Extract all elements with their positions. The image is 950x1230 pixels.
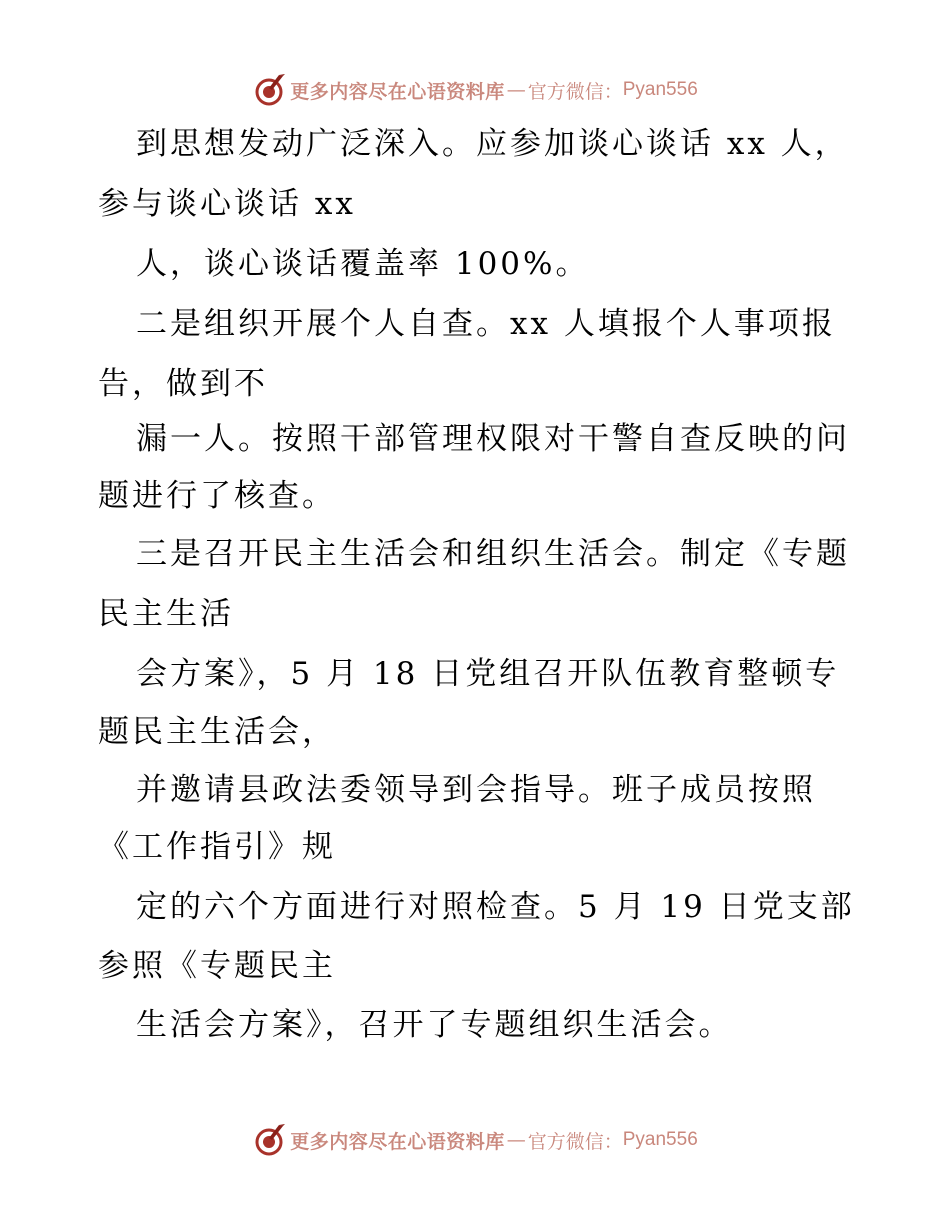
body-line: 告，做到不: [98, 366, 268, 402]
body-line: 《工作指引》规: [98, 829, 336, 865]
watermark-brand-text: 更多内容尽在心语资料库: [290, 80, 505, 103]
body-line: 人，谈心谈话覆盖率 100%。: [136, 246, 590, 282]
body-line: 题进行了核查。: [98, 478, 336, 514]
body-line: 三是召开民主生活会和组织生活会。制定《专题: [136, 536, 850, 572]
watermark-dash: —: [506, 79, 526, 101]
watermark-official-label: 官方微信：: [527, 1130, 623, 1153]
body-line: 会方案》，5 月 18 日党组召开队伍教育整顿专: [136, 656, 840, 692]
watermark-official-label: 官方微信：: [527, 80, 623, 103]
watermark-dash: —: [506, 1129, 526, 1151]
body-line: 二是组织开展个人自查。xx 人填报个人事项报: [136, 306, 836, 342]
body-line: 漏一人。按照干部管理权限对干警自查反映的问: [136, 421, 850, 457]
watermark-brand-text: 更多内容尽在心语资料库: [290, 1130, 505, 1153]
body-line: 并邀请县政法委领导到会指导。班子成员按照: [136, 772, 816, 808]
body-line: 题民主生活会，: [98, 714, 336, 750]
header-watermark: [0, 70, 950, 110]
watermark-wechat-id: Pyan556: [622, 79, 698, 100]
body-line: 定的六个方面进行对照检查。5 月 19 日党支部: [136, 889, 855, 925]
body-line: 生活会方案》，召开了专题组织生活会。: [136, 1007, 733, 1043]
body-line: 到思想发动广泛深入。应参加谈心谈话 xx 人，: [136, 126, 849, 162]
watermark-wechat-id: Pyan556: [622, 1129, 698, 1150]
feather-pen-circle-icon: [252, 1123, 286, 1157]
feather-pen-circle-icon: [252, 73, 286, 107]
body-line: 参与谈心谈话 xx: [98, 186, 356, 222]
body-line: 参照《专题民主: [98, 948, 336, 984]
body-line: 民主生活: [98, 596, 234, 632]
footer-watermark: [0, 1120, 950, 1160]
